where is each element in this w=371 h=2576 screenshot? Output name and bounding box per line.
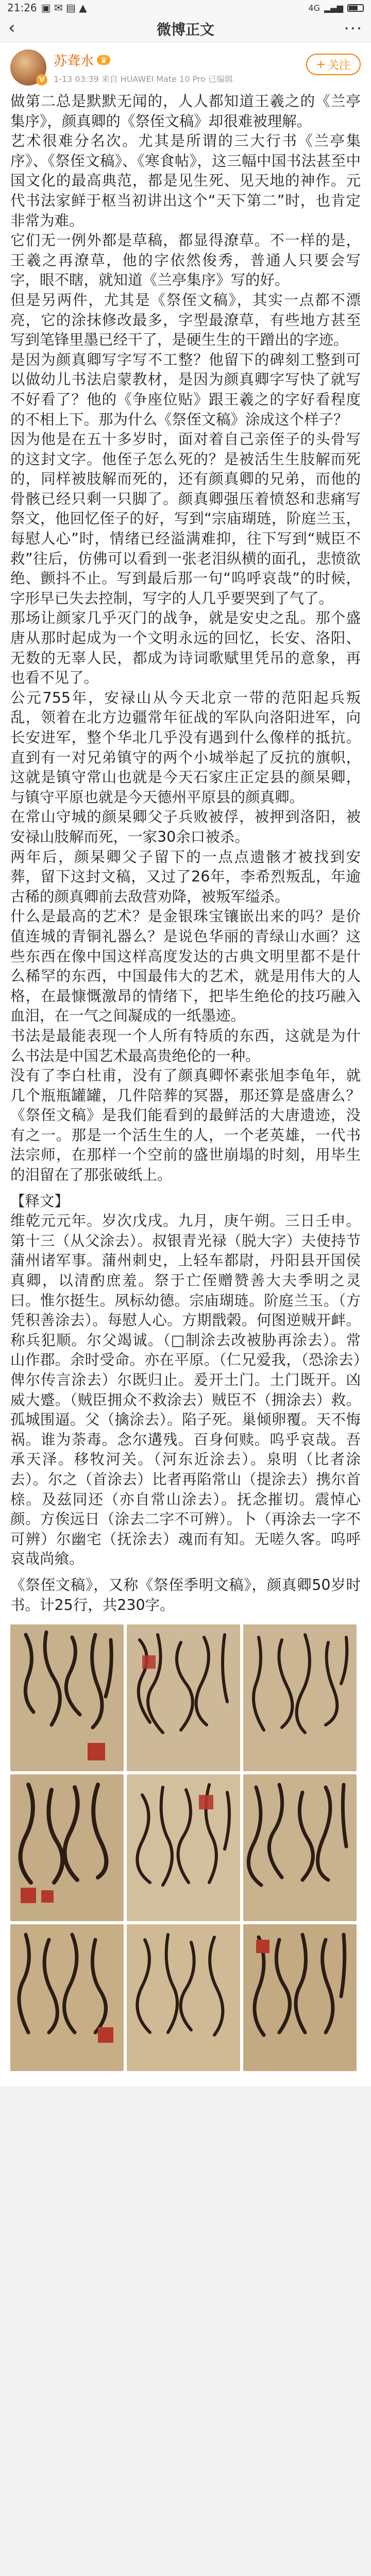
paragraph: 两年后，颜杲卿父子留下的一点点遗骸才被找到安葬，留下这封文稿，又过了26年，李希烈叛乱，年逾古稀的颜真卿前去敌营劝降，被叛军缢杀。 — [10, 848, 361, 905]
post-meta: 1-13 03:39 来自 HUAWEI Mate 10 Pro 已编辑 — [54, 74, 233, 84]
paragraph: 做第二总是默默无闻的，人人都知道王羲之的《兰亭集序》，颜真卿的《祭侄文稿》却很难被理解。 — [10, 93, 361, 130]
gallery-image[interactable] — [127, 1774, 240, 1921]
avatar[interactable] — [10, 49, 46, 86]
author-name[interactable] — [54, 50, 233, 70]
paragraph: 在常山守城的颜杲卿父子兵败被俘，被押到洛阳，被安禄山肢解而死，一家30余口被杀。 — [10, 808, 361, 845]
paragraph: 什么是最高的艺术？是金银珠宝镶嵌出来的吗？是价值连城的青铜礼器么？是说色华丽的青绿山水画？这些东西在像中国这样高度发达的古典文明里都不是什么稀罕的东西，中国最伟大的艺术，就是用伟大的人格，在最慷慨激昂的情绪下，把毕生绝伦的技巧融入血泪，在一气之间凝成的一纸墨迹。 — [10, 908, 361, 1025]
follow-button[interactable] — [306, 54, 361, 75]
author-info — [54, 50, 233, 84]
notification-icons: ▣ ✉ ▤ ▲ — [41, 2, 87, 14]
paragraph: 艺术很难分名次。尤其是所谓的三大行书《兰亭集序》、《祭侄文稿》、《寒食帖》，这三幅中国书法甚至中国文化的最高典范，都是见生死、见天地的神作。元代书法家鲜于枢当初讲出这个“天下第二”时，也肯定非常为难。 — [10, 132, 361, 229]
author-block — [10, 42, 361, 92]
follow-label: 关注 — [327, 59, 350, 72]
nav-bar — [0, 15, 371, 42]
paragraph: 书法是最能表现一个人所有特质的东西，这就是为什么书法是中国艺术最高贵绝伦的一种。 — [10, 1027, 361, 1064]
paragraph: 因为他是在五十多岁时，面对着自己亲侄子的头骨写的这封文字。他侄子怎么死的？是被活生生肢解而死的，同样被肢解而死的，还有颜真卿的兄弟，而他的骨骸已经只剩一只脚了。颜真卿强压着愤怒和悲痛写祭文，他回忆侄子的好，写到“宗庙瑚琏，阶庭兰玉，每慰人心”时，情绪已经溢满难抑，往下写到“贼臣不救”往后，仿佛可以看到一张老泪纵横的面孔，悲愤欲绝、颤抖不止。写到最后那一句“呜呼哀哉”的时候，字形早已失去控制，写字的人几乎要哭到了气了。 — [10, 431, 361, 607]
page-title: 微博正文 — [156, 21, 214, 38]
caption: 《祭侄文稿》，又称《祭侄季明文稿》，颜真卿50岁时书。计25行，共230字。 — [10, 1576, 361, 1614]
back-icon[interactable]: ‹ — [8, 18, 15, 38]
plus-icon: + — [316, 58, 326, 71]
post-body — [10, 92, 361, 1615]
notes-title: 【释文】 — [10, 1192, 70, 1210]
gallery-image[interactable] — [243, 1624, 357, 1771]
status-left — [7, 2, 87, 14]
gallery-image[interactable] — [127, 1924, 240, 2071]
network-label: 4G — [308, 3, 321, 13]
status-right — [309, 3, 364, 13]
notes-text: 维乾元元年。岁次戊戌。九月，庚午朔。三日壬申。第十三（从父涂去）。叔银青光禄（脱大字）夫使持节蒲州诸军事。蒲州刺史，上轻车都尉，丹阳县开国侯真卿，以清酌庶羞。祭于亡侄赠赞善大夫季明之灵曰。惟尔挺生。夙标幼德。宗庙瑚琏。阶庭兰玉。（方凭积善涂去）。每慰人心。方期戬榖。何图逆贼开衅。称兵犯顺。尔父竭诚。（□制涂去改被胁再涂去）。常山作郡。余时受命。亦在平原。（仁兄爱我，（恐涂去）俾尔传言涂去）尔既归止。爰开土门。土门既开。凶威大蹙。（贼臣拥众不救涂去）贼臣不（拥涂去）救。孤城围逼。父（擒涂去）。陷子死。巢倾卵覆。天不悔祸。谁为荼毒。念尔遘残。百身何赎。呜乎哀哉。吾承天泽。移牧河关。（河东近涂去）。泉明（比者涂去）。尔之（首涂去）比者再陷常山（提涂去）携尔首榇。及兹同还（亦自常山涂去）。抚念摧切。震悼心颜。方俟远日（涂去二字不可辨）。卜（再涂去一字不可辨）尔幽宅（抚涂去）魂而有知。无嗟久客。呜呼哀哉尚飨。 — [10, 1212, 361, 1568]
gallery-image[interactable] — [243, 1924, 357, 2071]
paragraph: 它们无一例外都是草稿，都显得潦草。不一样的是，王羲之再潦草，他的字依然俊秀，普通人只要会写字，眼不瞎，就知道《兰亭集序》写的好。 — [10, 232, 361, 289]
post-card — [0, 42, 371, 2087]
more-icon[interactable]: ··· — [344, 19, 363, 38]
image-gallery — [10, 1624, 361, 2087]
status-time: 21:26 — [7, 2, 37, 14]
paragraph: 公元755年，安禄山从今天北京一带的范阳起兵叛乱，领着在北方边疆常年征战的军队向洛阳进军，向长安进军，整个华北几乎没有遇到什么像样的抵抗。直到有一对兄弟镇守的两个小城举起了反抗的旗帜，这就是镇守常山也就是今天石家庄正定县的颜杲卿，与镇守平原也就是今天德州平原县的颜真卿。 — [10, 689, 361, 806]
author-name-text[interactable]: 苏聋水 — [54, 54, 94, 69]
gallery-image[interactable] — [10, 1624, 124, 1771]
signal-icon: ▂▄▆ — [324, 3, 343, 13]
verified-badge-icon: V — [36, 74, 47, 86]
vip-icon: ♛ — [97, 55, 110, 65]
paragraph: 是因为颜真卿写字写不工整？他留下的碑刻工整到可以做幼儿书法启蒙教材，是因为颜真卿字写快了就写不好看了？他的《争座位贴》跟王羲之的字好看程度的不相上下。那为什么《祭侄文稿》涂成这个样子？ — [10, 351, 361, 428]
status-bar — [0, 0, 371, 15]
gallery-image[interactable] — [10, 1924, 124, 2071]
gallery-image[interactable] — [127, 1624, 240, 1771]
paragraph: 没有了李白杜甫，没有了颜真卿怀素张旭李龟年，就几个瓶瓶罐罐，几件陪葬的冥器，那还算是盛唐么？《祭侄文稿》是我们能看到的最鲜活的大唐遗迹，没有之一。那是一个活生生的人，一个老英雄，一代书法宗师，在那样一个空前的盛世崩塌的时刻，用毕生的泪留在了那张破纸上。 — [10, 1067, 361, 1184]
gallery-image[interactable] — [243, 1774, 357, 1921]
paragraph: 但是另两件，尤其是《祭侄文稿》，其实一点都不漂亮，它的涂抹修改最多，字型最潦草，有些地方甚至写到笔锋里墨已经干了，是硬生生的干蹭出的字迹。 — [10, 291, 361, 349]
paragraph: 那场让颜家几乎灭门的战争，就是安史之乱。那个盛唐从那时起成为一个文明永远的回忆，长安、洛阳、无数的无辜人民，都成为诗词歌赋里凭吊的意象，再也看不见了。 — [10, 609, 361, 687]
gallery-image[interactable] — [10, 1774, 124, 1921]
battery-icon — [347, 4, 364, 12]
